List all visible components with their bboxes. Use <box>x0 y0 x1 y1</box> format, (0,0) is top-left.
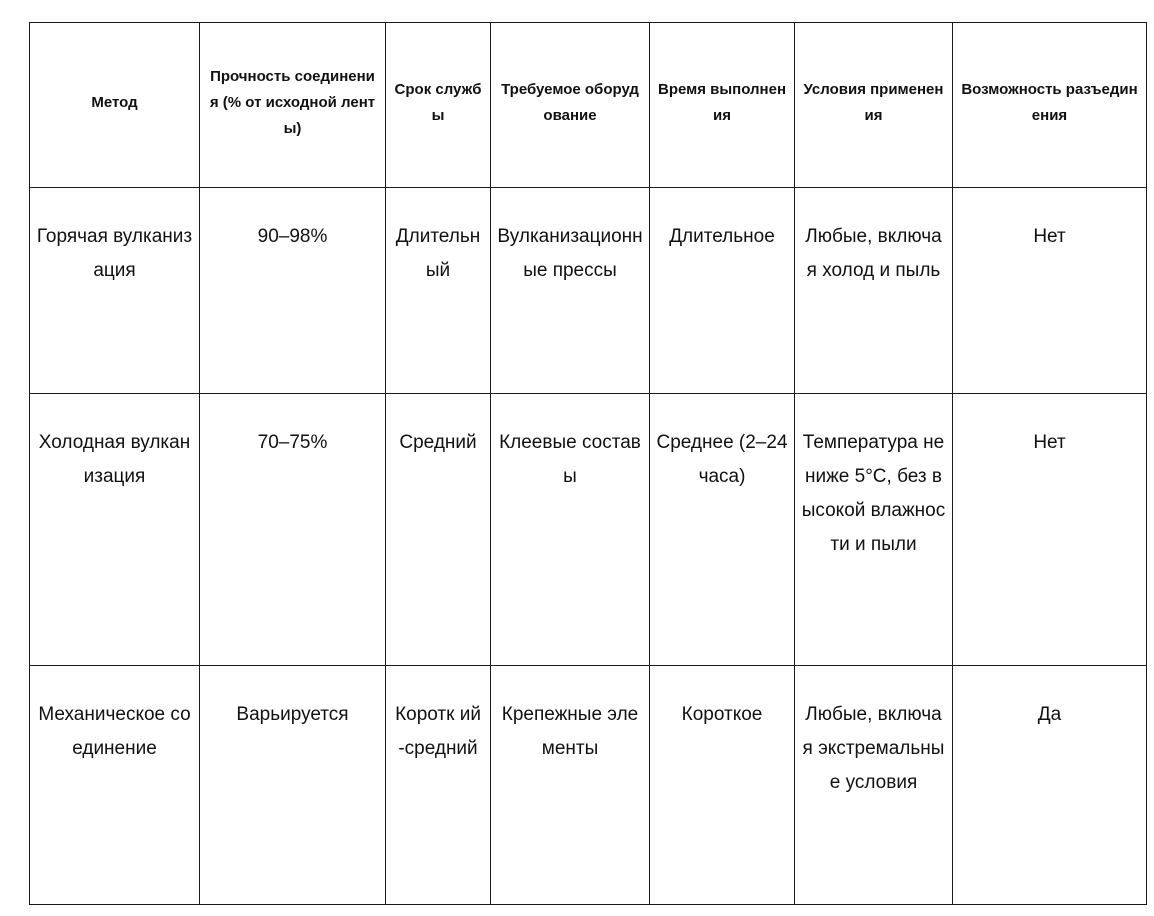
comparison-table <box>29 22 1147 905</box>
cell-method: Горячая вулканизация <box>30 188 200 394</box>
cell-method: Механическое соединение <box>30 666 200 905</box>
header-row <box>30 23 1147 188</box>
cell-equipment: Крепежные элементы <box>491 666 650 905</box>
header-duration: Время выполнения <box>650 23 795 188</box>
cell-conditions: Любые, включая экстремальные условия <box>795 666 953 905</box>
header-equipment: Требуемое оборудование <box>491 23 650 188</box>
table-row <box>30 188 1147 394</box>
header-service-life: Срок службы <box>386 23 491 188</box>
cell-strength: Варьируется <box>200 666 386 905</box>
cell-detachability: Да <box>953 666 1147 905</box>
cell-service-life: Длительный <box>386 188 491 394</box>
cell-equipment: Клеевые составы <box>491 394 650 666</box>
cell-service-life: Коротк ий-средний <box>386 666 491 905</box>
cell-duration: Среднее (2–24 часа) <box>650 394 795 666</box>
cell-strength: 90–98% <box>200 188 386 394</box>
cell-conditions: Любые, включая холод и пыль <box>795 188 953 394</box>
cell-detachability: Нет <box>953 188 1147 394</box>
header-strength: Прочность соединения (% от исходной ленты) <box>200 23 386 188</box>
header-method: Метод <box>30 23 200 188</box>
cell-conditions: Температура не ниже 5°C, без высокой влажности и пыли <box>795 394 953 666</box>
cell-service-life: Средний <box>386 394 491 666</box>
header-conditions: Условия применения <box>795 23 953 188</box>
cell-duration: Короткое <box>650 666 795 905</box>
header-detachability: Возможность разъединения <box>953 23 1147 188</box>
cell-strength: 70–75% <box>200 394 386 666</box>
cell-detachability: Нет <box>953 394 1147 666</box>
table-row <box>30 394 1147 666</box>
cell-duration: Длительное <box>650 188 795 394</box>
cell-equipment: Вулканизационные прессы <box>491 188 650 394</box>
table-row <box>30 666 1147 905</box>
cell-method: Холодная вулканизация <box>30 394 200 666</box>
